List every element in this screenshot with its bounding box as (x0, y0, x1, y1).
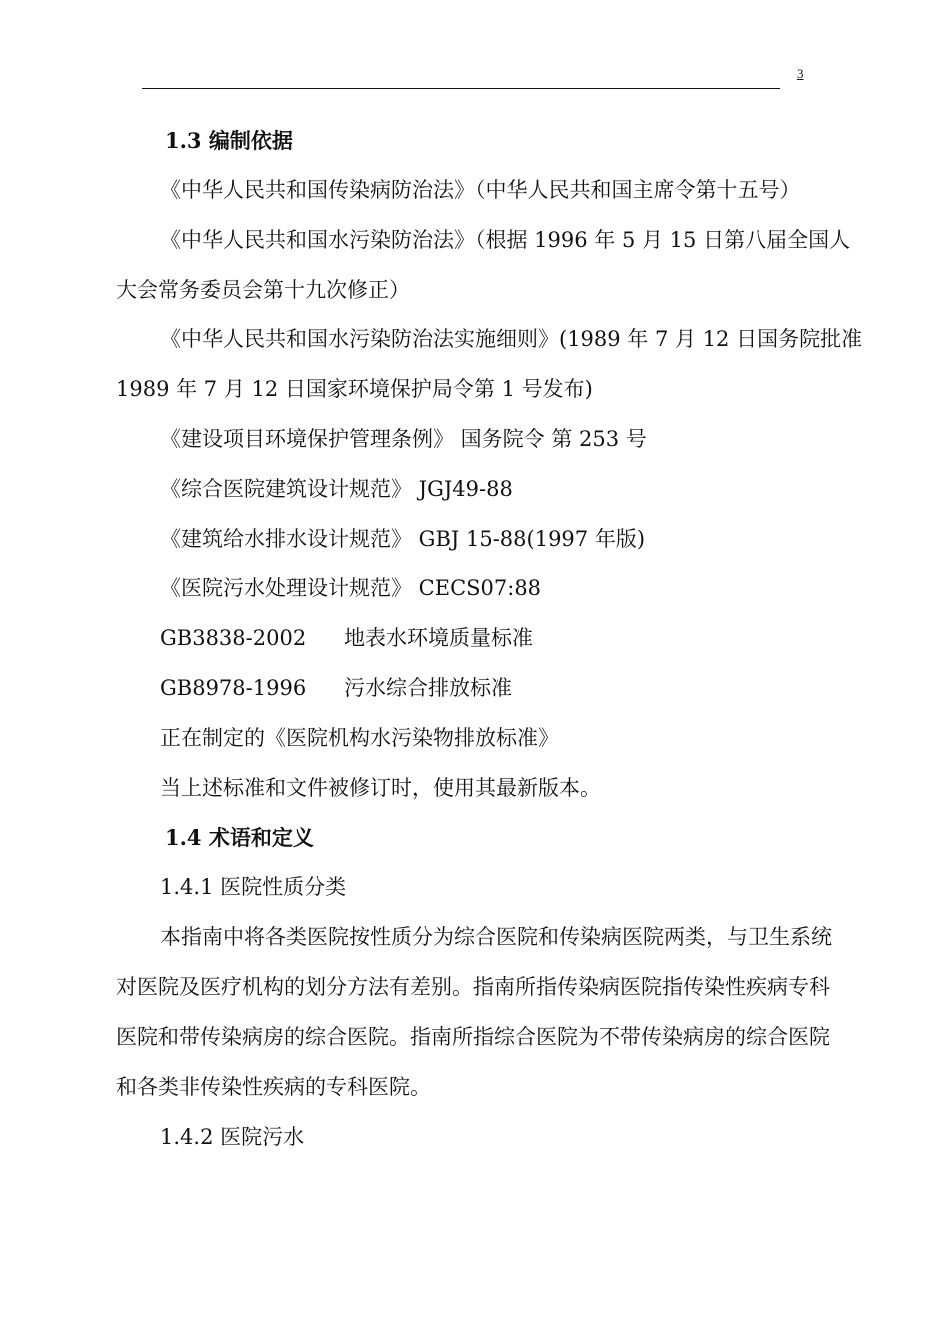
page-number: 3 (797, 66, 804, 81)
standard-code: GB3838-2002 (160, 626, 307, 650)
code-water-supply-drainage: 《建筑给水排水设计规范》 GBJ 15-88(1997 年版) (160, 527, 646, 551)
section-1-4-2-title: 1.4.2 医院污水 (160, 1125, 305, 1149)
section-1-3-title: 1.3 编制依据 (165, 128, 293, 153)
law-infectious-disease: 《中华人民共和国传染病防治法》（中华人民共和国主席令第十五号） (160, 178, 801, 202)
paragraph-line: 医院和带传染病房的综合医院。指南所指综合医院为不带传染病房的综合医院 (116, 1025, 830, 1049)
code-general-hospital: 《综合医院建筑设计规范》 JGJ49-88 (160, 477, 513, 501)
rules-water-pollution-line2: 1989 年 7 月 12 日国家环境保护局令第 1 号发布) (116, 377, 593, 401)
standard-name: 地表水环境质量标准 (344, 626, 533, 650)
latest-version-note: 当上述标准和文件被修订时，使用其最新版本。 (160, 776, 601, 800)
standard-row (160, 674, 512, 702)
paragraph-line: 本指南中将各类医院按性质分为综合医院和传染病医院两类，与卫生系统 (160, 925, 832, 949)
drafting-standard: 正在制定的《医院机构水污染物排放标准》 (160, 726, 559, 750)
standard-name: 污水综合排放标准 (344, 676, 512, 700)
law-water-pollution-line1: 《中华人民共和国水污染防治法》（根据 1996 年 5 月 15 日第八届全国人 (160, 228, 851, 252)
paragraph-line: 和各类非传染性疾病的专科医院。 (116, 1075, 431, 1099)
code-hospital-sewage: 《医院污水处理设计规范》 CECS07:88 (160, 576, 542, 600)
law-water-pollution-line2: 大会常务委员会第十九次修正） (116, 278, 410, 302)
rules-water-pollution-line1: 《中华人民共和国水污染防治法实施细则》(1989 年 7 月 12 日国务院批准 (160, 327, 863, 351)
paragraph-line: 对医院及医疗机构的划分方法有差别。指南所指传染病医院指传染性疾病专科 (116, 975, 830, 999)
standard-row (160, 624, 533, 652)
section-1-4-1-title: 1.4.1 医院性质分类 (160, 875, 347, 899)
regulation-construction-projects: 《建设项目环境保护管理条例》 国务院令 第 253 号 (160, 427, 647, 451)
section-1-4-title: 1.4 术语和定义 (165, 825, 314, 850)
standard-code: GB8978-1996 (160, 676, 307, 700)
header-rule (142, 88, 780, 89)
